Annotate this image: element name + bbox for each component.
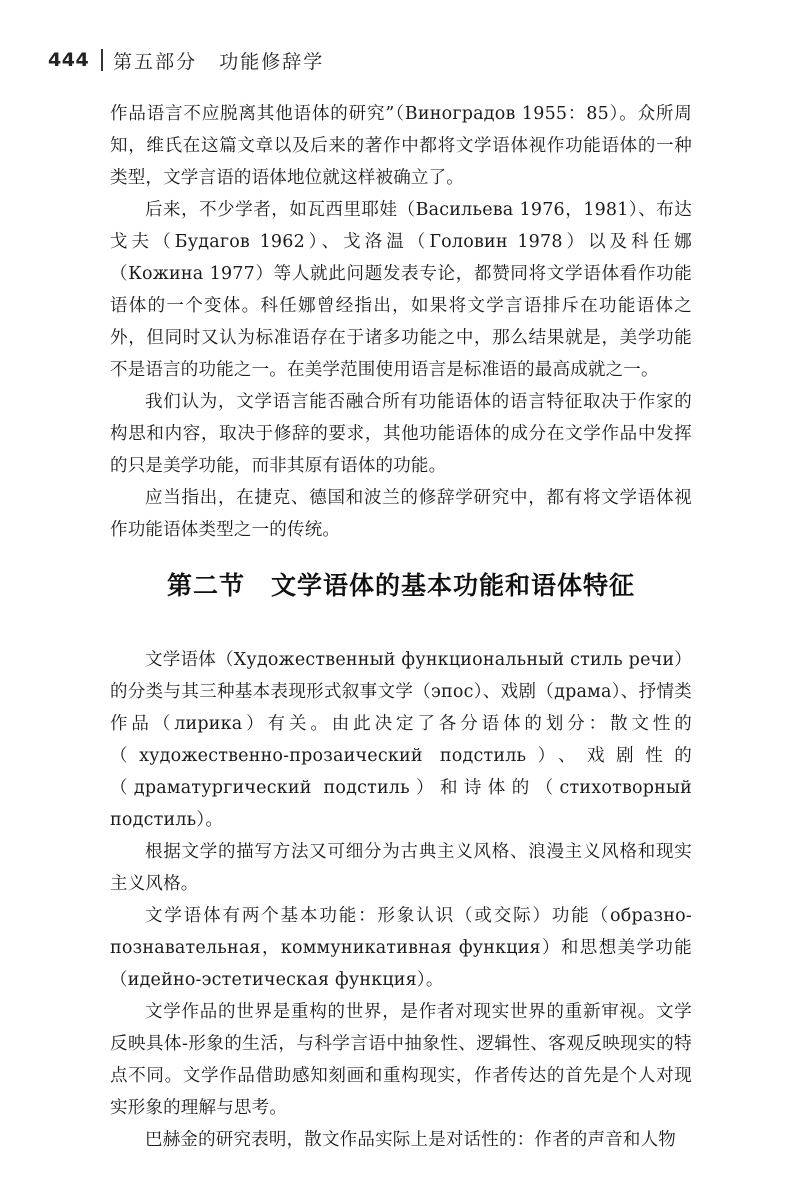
paragraph: 文学作品的世界是重构的世界，是作者对现实世界的重新审视。文学反映具体-形象的生活，与科学言语中抽象性、逻辑性、客观反映现实的特点不同。文学作品借助感知刻画和重构现实，作者传达的首先是个人对现实形象的理解与思考。 <box>110 1002 692 1118</box>
section-text-block <box>110 644 692 1156</box>
paragraph: 根据文学的描写方法又可细分为古典主义风格、浪漫主义风格和现实主义风格。 <box>110 842 692 894</box>
section-title: 文学语体的基本功能和语体特征 <box>271 571 636 600</box>
page-number: 444 <box>48 49 90 71</box>
header-divider <box>101 49 103 71</box>
running-header <box>48 44 324 76</box>
paragraph: 巴赫金的研究表明，散文作品实际上是对话性的：作者的声音和人物 <box>145 1130 676 1150</box>
book-title: 功能修辞学 <box>219 50 325 73</box>
paragraph: 文学语体（Художественный функциональный стиль речи）的分类与其三种基本表现形式叙事文学（эпос）、戏剧（драма）、抒情类作品（лирика）有关。由此决定了各分语体的划分：散文性的（художественно-прозаический подстиль）、戏剧性的（драматургический подстиль）和诗体的（стихотворный подстиль）。 <box>110 650 692 830</box>
paragraph: 文学语体有两个基本功能：形象认识（或交际）功能（образно-познавательная，коммуникативная функция）和思想美学功能（идейно-эстетическая функция）。 <box>110 906 692 990</box>
part-label: 第五部分 <box>113 50 198 73</box>
top-text-block <box>110 98 692 546</box>
paragraph: 后来，不少学者，如瓦西里耶娃（Васильева 1976，1981）、布达戈夫（Будагов 1962）、戈洛温（Головин 1978）以及科任娜（Кожина 1977）等人就此问题发表专论，都赞同将文学语体看作功能语体的一个变体。科任娜曾经指出，如果将文学言语排斥在功能语体之外，但同时又认为标准语存在于诸多功能之中，那么结果就是，美学功能不是语言的功能之一。在美学范围使用语言是标准语的最高成就之一。 <box>110 200 692 380</box>
paragraph: 作品语言不应脱离其他语体的研究”（Виноградов 1955：85）。众所周知，维氏在这篇文章以及后来的著作中都将文学语体视作功能语体的一种类型，文学言语的语体地位就这样被确立了。 <box>110 104 692 188</box>
paragraph: 我们认为，文学语言能否融合所有功能语体的语言特征取决于作家的构思和内容，取决于修辞的要求，其他功能语体的成分在文学作品中发挥的只是美学功能，而非其原有语体的功能。 <box>110 392 692 476</box>
paragraph: 应当指出，在捷克、德国和波兰的修辞学研究中，都有将文学语体视作功能语体类型之一的传统。 <box>110 488 692 540</box>
section-number: 第二节 <box>166 571 245 600</box>
section-heading <box>110 566 692 602</box>
